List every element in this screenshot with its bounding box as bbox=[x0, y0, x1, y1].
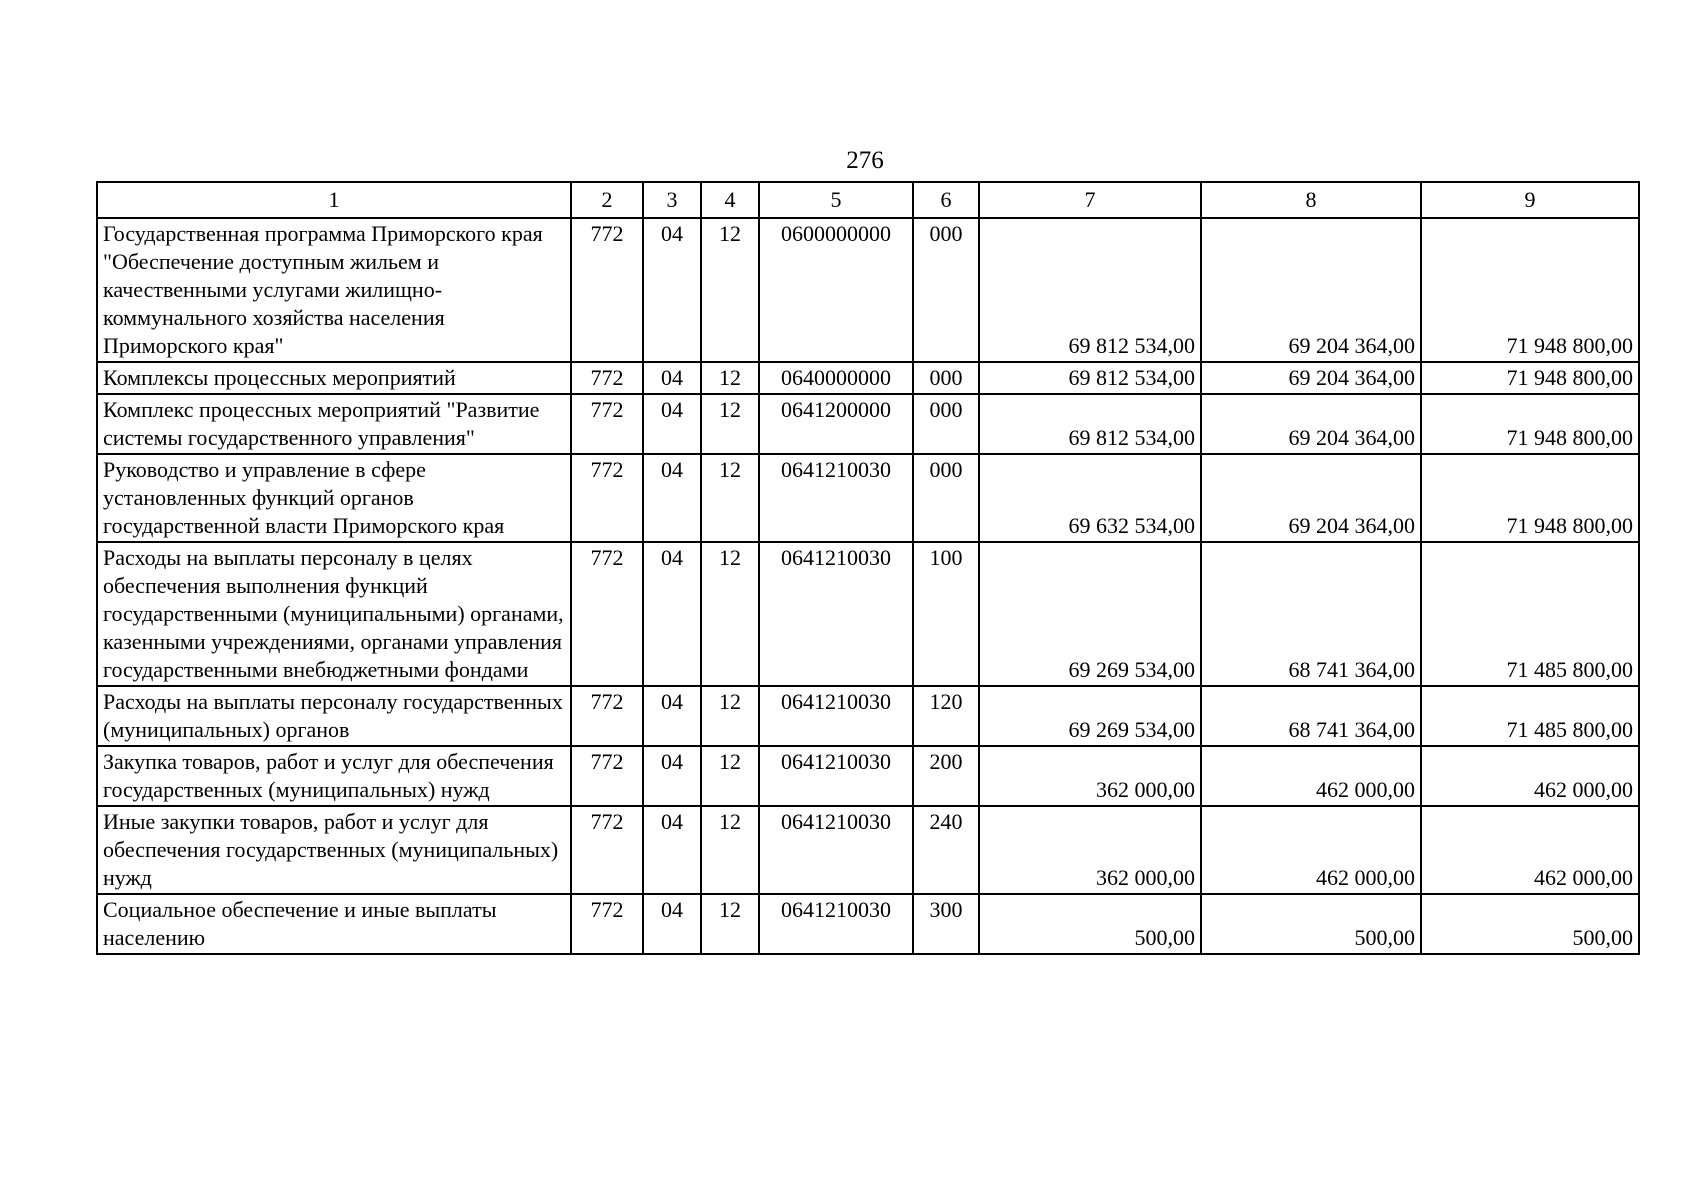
cell-code-4: 12 bbox=[701, 686, 759, 746]
cell-code-6: 200 bbox=[913, 746, 979, 806]
cell-code-5: 0640000000 bbox=[759, 362, 913, 394]
table-row bbox=[97, 362, 1639, 394]
cell-amount-9: 500,00 bbox=[1421, 894, 1639, 954]
row-name: Расходы на выплаты персоналу в целях обеспечения выполнения функций государственными (муниципальными) органами, казенными учреждениями, органами управления государственными внебюджетными фондами bbox=[97, 542, 571, 686]
cell-code-2: 772 bbox=[571, 362, 643, 394]
row-name: Иные закупки товаров, работ и услуг для обеспечения государственных (муниципальных) нужд bbox=[97, 806, 571, 894]
cell-code-5: 0641200000 bbox=[759, 394, 913, 454]
cell-amount-8: 69 204 364,00 bbox=[1201, 454, 1421, 542]
cell-code-2: 772 bbox=[571, 806, 643, 894]
cell-code-3: 04 bbox=[643, 686, 701, 746]
cell-amount-7: 500,00 bbox=[979, 894, 1201, 954]
cell-code-4: 12 bbox=[701, 454, 759, 542]
column-header: 6 bbox=[913, 182, 979, 218]
cell-code-3: 04 bbox=[643, 542, 701, 686]
row-name: Государственная программа Приморского края "Обеспечение доступным жильем и качественными услугами жилищно-коммунального хозяйства населения Приморского края" bbox=[97, 218, 571, 362]
table-row bbox=[97, 894, 1639, 954]
cell-code-3: 04 bbox=[643, 218, 701, 362]
column-header: 3 bbox=[643, 182, 701, 218]
cell-code-2: 772 bbox=[571, 454, 643, 542]
cell-amount-9: 71 948 800,00 bbox=[1421, 394, 1639, 454]
cell-amount-8: 69 204 364,00 bbox=[1201, 218, 1421, 362]
cell-code-4: 12 bbox=[701, 894, 759, 954]
cell-amount-8: 500,00 bbox=[1201, 894, 1421, 954]
cell-amount-7: 69 632 534,00 bbox=[979, 454, 1201, 542]
cell-code-2: 772 bbox=[571, 394, 643, 454]
cell-code-6: 300 bbox=[913, 894, 979, 954]
cell-code-2: 772 bbox=[571, 746, 643, 806]
cell-amount-7: 69 812 534,00 bbox=[979, 362, 1201, 394]
cell-code-3: 04 bbox=[643, 362, 701, 394]
cell-amount-9: 71 948 800,00 bbox=[1421, 218, 1639, 362]
table-row bbox=[97, 746, 1639, 806]
cell-code-6: 000 bbox=[913, 218, 979, 362]
cell-amount-8: 69 204 364,00 bbox=[1201, 394, 1421, 454]
cell-code-5: 0641210030 bbox=[759, 686, 913, 746]
cell-amount-9: 71 485 800,00 bbox=[1421, 686, 1639, 746]
cell-code-2: 772 bbox=[571, 218, 643, 362]
cell-code-2: 772 bbox=[571, 542, 643, 686]
cell-code-6: 000 bbox=[913, 454, 979, 542]
cell-code-5: 0600000000 bbox=[759, 218, 913, 362]
table-row bbox=[97, 394, 1639, 454]
cell-code-4: 12 bbox=[701, 362, 759, 394]
cell-amount-7: 69 812 534,00 bbox=[979, 394, 1201, 454]
cell-amount-8: 462 000,00 bbox=[1201, 806, 1421, 894]
column-number-row bbox=[97, 182, 1639, 218]
cell-code-2: 772 bbox=[571, 894, 643, 954]
cell-code-6: 100 bbox=[913, 542, 979, 686]
cell-code-3: 04 bbox=[643, 894, 701, 954]
row-name: Социальное обеспечение и иные выплаты населению bbox=[97, 894, 571, 954]
cell-code-6: 000 bbox=[913, 362, 979, 394]
row-name: Комплекс процессных мероприятий "Развитие системы государственного управления" bbox=[97, 394, 571, 454]
cell-amount-7: 69 812 534,00 bbox=[979, 218, 1201, 362]
cell-code-3: 04 bbox=[643, 746, 701, 806]
cell-code-6: 120 bbox=[913, 686, 979, 746]
cell-amount-7: 69 269 534,00 bbox=[979, 542, 1201, 686]
cell-code-6: 240 bbox=[913, 806, 979, 894]
cell-code-4: 12 bbox=[701, 394, 759, 454]
cell-amount-8: 68 741 364,00 bbox=[1201, 686, 1421, 746]
column-header: 2 bbox=[571, 182, 643, 218]
column-header: 7 bbox=[979, 182, 1201, 218]
row-name: Комплексы процессных мероприятий bbox=[97, 362, 571, 394]
cell-amount-7: 362 000,00 bbox=[979, 806, 1201, 894]
row-name: Закупка товаров, работ и услуг для обеспечения государственных (муниципальных) нужд bbox=[97, 746, 571, 806]
column-header: 4 bbox=[701, 182, 759, 218]
cell-code-4: 12 bbox=[701, 746, 759, 806]
row-name: Руководство и управление в сфере установленных функций органов государственной власти Приморского края bbox=[97, 454, 571, 542]
budget-table bbox=[96, 181, 1640, 955]
table-row bbox=[97, 686, 1639, 746]
table-row bbox=[97, 806, 1639, 894]
cell-code-4: 12 bbox=[701, 806, 759, 894]
cell-amount-9: 71 948 800,00 bbox=[1421, 362, 1639, 394]
column-header: 5 bbox=[759, 182, 913, 218]
cell-code-3: 04 bbox=[643, 806, 701, 894]
cell-amount-8: 462 000,00 bbox=[1201, 746, 1421, 806]
page-number: 276 bbox=[846, 147, 884, 174]
cell-code-3: 04 bbox=[643, 394, 701, 454]
table-row bbox=[97, 218, 1639, 362]
cell-code-5: 0641210030 bbox=[759, 806, 913, 894]
table-row bbox=[97, 454, 1639, 542]
cell-code-3: 04 bbox=[643, 454, 701, 542]
cell-amount-8: 69 204 364,00 bbox=[1201, 362, 1421, 394]
cell-amount-7: 362 000,00 bbox=[979, 746, 1201, 806]
cell-amount-7: 69 269 534,00 bbox=[979, 686, 1201, 746]
cell-code-5: 0641210030 bbox=[759, 454, 913, 542]
cell-amount-9: 71 948 800,00 bbox=[1421, 454, 1639, 542]
cell-amount-8: 68 741 364,00 bbox=[1201, 542, 1421, 686]
cell-code-4: 12 bbox=[701, 542, 759, 686]
cell-code-2: 772 bbox=[571, 686, 643, 746]
cell-amount-9: 71 485 800,00 bbox=[1421, 542, 1639, 686]
cell-code-6: 000 bbox=[913, 394, 979, 454]
row-name: Расходы на выплаты персоналу государственных (муниципальных) органов bbox=[97, 686, 571, 746]
cell-code-4: 12 bbox=[701, 218, 759, 362]
column-header: 8 bbox=[1201, 182, 1421, 218]
cell-code-5: 0641210030 bbox=[759, 894, 913, 954]
cell-amount-9: 462 000,00 bbox=[1421, 806, 1639, 894]
table-row bbox=[97, 542, 1639, 686]
cell-code-5: 0641210030 bbox=[759, 542, 913, 686]
column-header: 1 bbox=[97, 182, 571, 218]
column-header: 9 bbox=[1421, 182, 1639, 218]
cell-code-5: 0641210030 bbox=[759, 746, 913, 806]
cell-amount-9: 462 000,00 bbox=[1421, 746, 1639, 806]
